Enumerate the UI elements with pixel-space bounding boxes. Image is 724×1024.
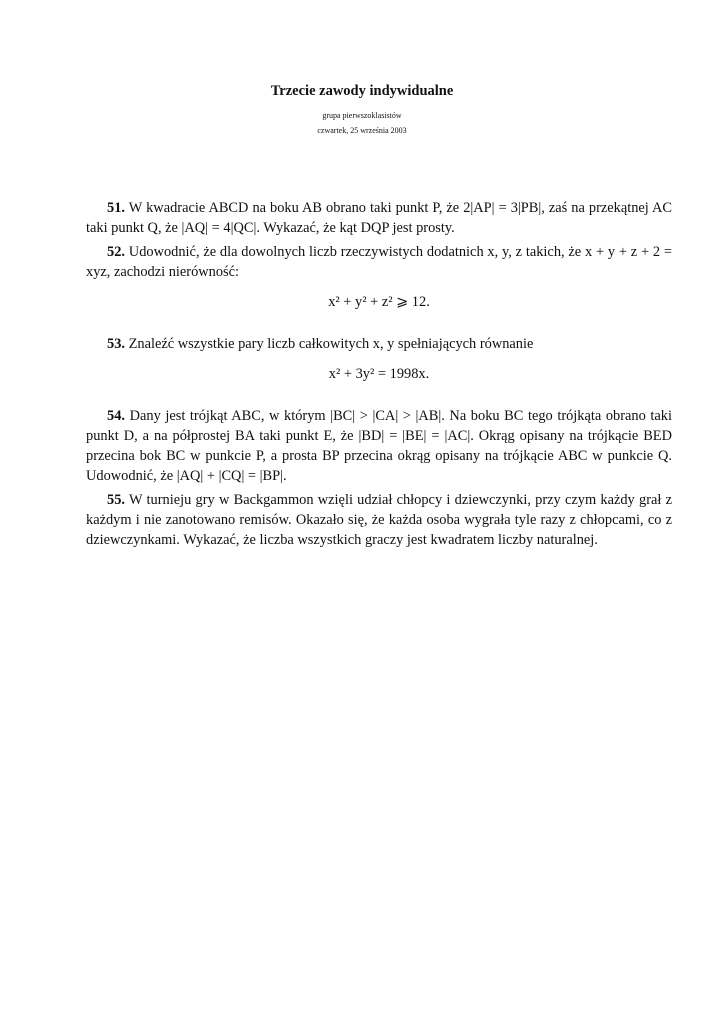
problem-text: W kwadracie ABCD na boku AB obrano taki punkt P, że 2|AP| = 3|PB|, zaś na przekątnej AC taki punkt Q, że |AQ| = 4|QC|. Wykazać, że kąt DQP jest prosty. [86,200,673,236]
problem-number: 51. [107,200,125,216]
problem-text: Udowodnić, że dla dowolnych liczb rzeczywistych dodatnich x, y, z takich, że x + y + z + 2 = xyz, zachodzi nierówność: [86,244,672,280]
problem-number: 53. [107,336,125,352]
display-formula-53: x² + 3y² = 1998x. [328,366,430,382]
problem-53 [86,334,672,354]
problem-text: Dany jest trójkąt ABC, w którym |BC| > |CA| > |AB|. Na boku BC tego trójkąta obrano taki punkt D, a na półprostej BA taki punkt E, że |BD| = |BE| = |AC|. Okrąg opisany na trójkącie BED przecina bok BC w punkcie P, a prosta BP przecina okrąg opisany na trójkącie ABC w punkcie Q. Udowodnić, że |AQ| + |CQ| = |BP|. [86,408,672,484]
problem-54 [86,406,672,486]
problem-text: Znaleźć wszystkie pary liczb całkowitych x, y spełniających równanie [128,336,534,352]
group-subtitle: grupa pierwszoklasistów [322,111,402,120]
problem-51 [86,198,672,238]
display-formula-52: x² + y² + z² ⩾ 12. [328,294,430,310]
page-title: Trzecie zawody indywidualne [270,83,454,99]
problem-number: 52. [107,244,125,260]
problem-55 [86,490,672,550]
problem-text: W turnieju gry w Backgammon wzięli udział chłopcy i dziewczynki, przy czym każdy grał z każdym i nie zanotowano remisów. Okazało się, że każda osoba wygrała tyle razy z chłopcami, co z dziewczynkami. Wykazać, że liczba wszystkich graczy jest kwadratem liczby naturalnej. [86,492,672,548]
problem-number: 55. [107,492,125,508]
problem-list [86,198,672,554]
date-line: czwartek, 25 września 2003 [317,126,407,135]
problem-52 [86,242,672,282]
problem-number: 54. [107,408,125,424]
